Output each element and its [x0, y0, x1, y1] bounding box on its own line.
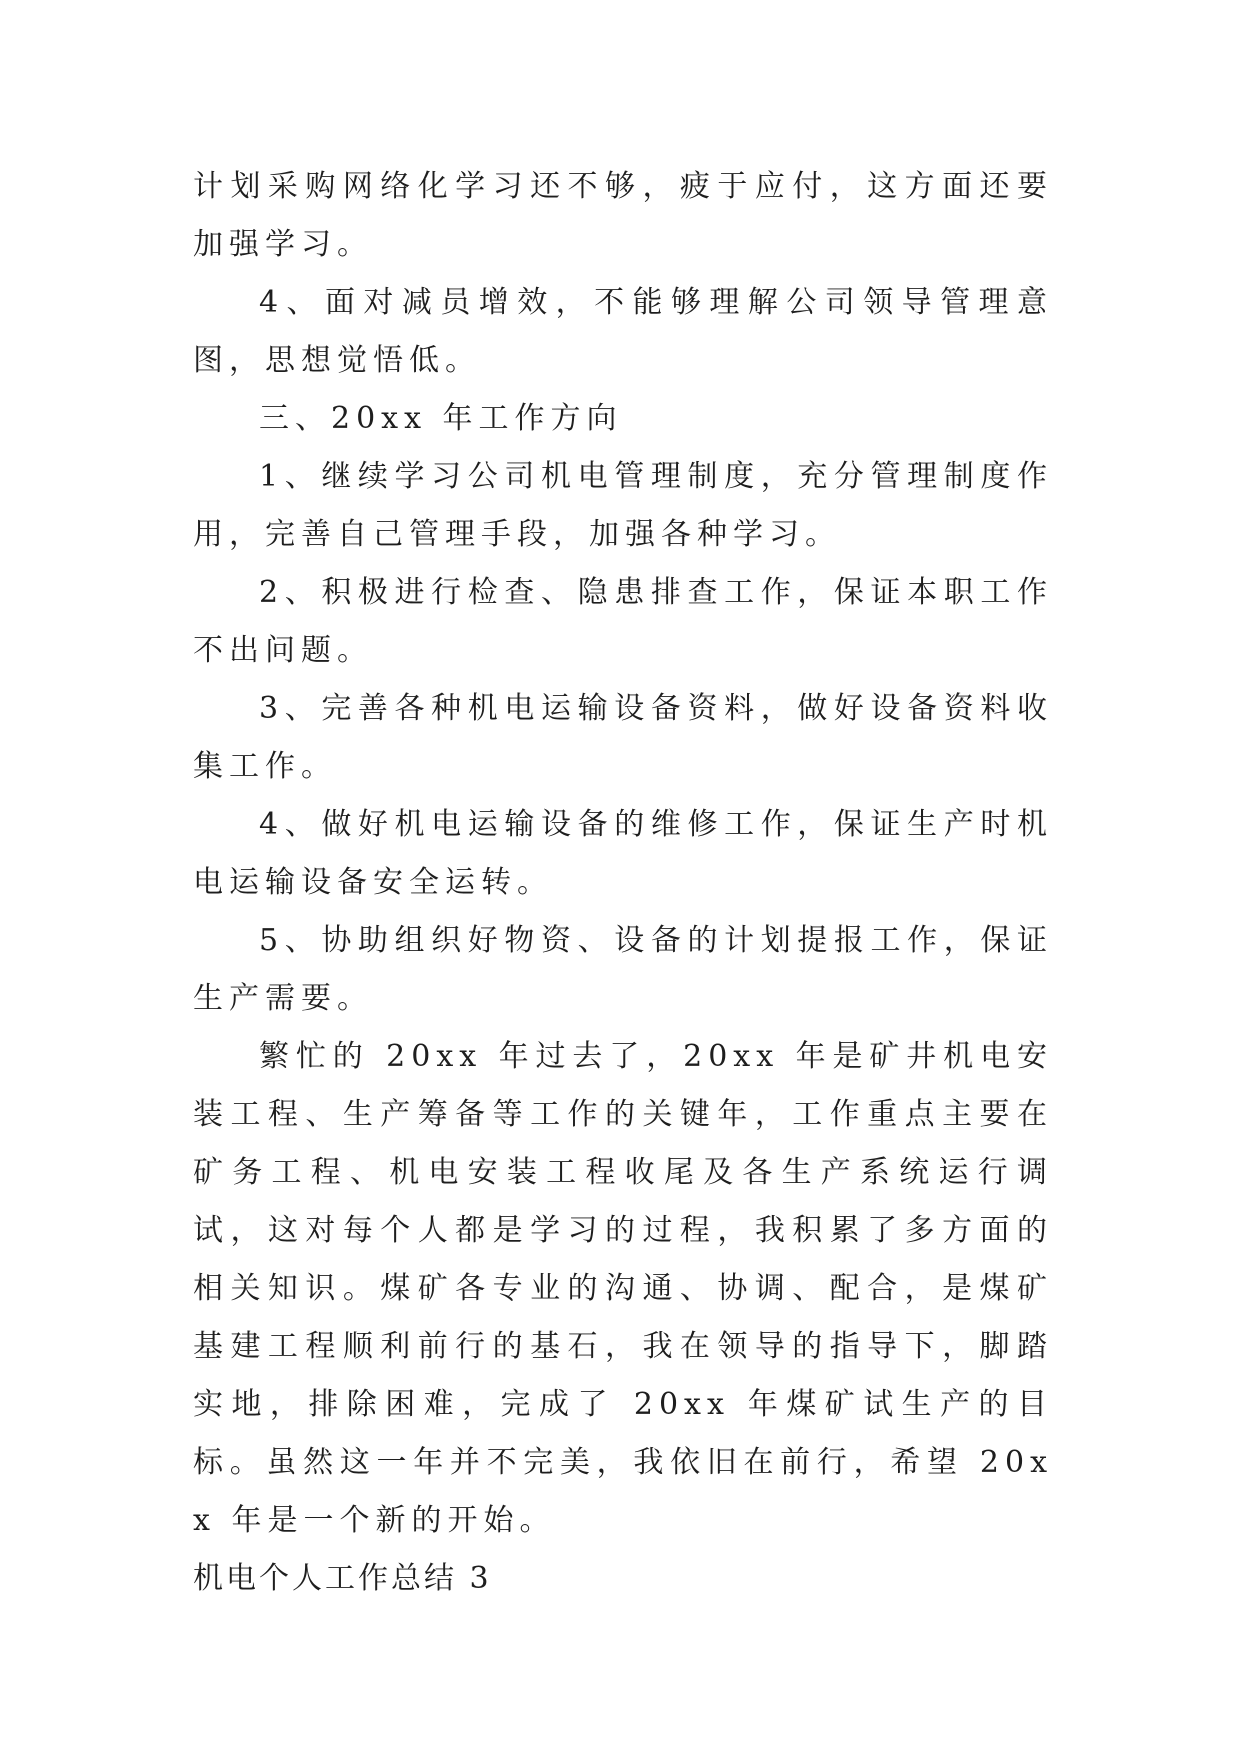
heading-work-direction: 三、20xx 年工作方向 — [259, 401, 623, 436]
paragraph-direction-item-3: 3、完善各种机电运输设备资料，做好设备资料收集工作。 — [193, 691, 1053, 784]
paragraph-procurement-learning: 计划采购网络化学习还不够，疲于应付，这方面还要加强学习。 — [193, 169, 1053, 262]
paragraph-direction-item-5: 5、协助组织好物资、设备的计划提报工作，保证生产需要。 — [193, 923, 1053, 1016]
paragraph-direction-item-2: 2、积极进行检查、隐患排查工作，保证本职工作不出问题。 — [193, 575, 1053, 668]
paragraph-year-summary: 繁忙的 20xx 年过去了，20xx 年是矿井机电安装工程、生产筹备等工作的关键年，工作重点主要在矿务工程、机电安装工程收尾及各生产系统运行调试，这对每个人都是学习的过程，我积累了多方面的相关知识。煤矿各专业的沟通、协调、配合，是煤矿基建工程顺利前行的基石，我在领导的指导下，脚踏实地，排除困难，完成了 20xx 年煤矿试生产的目标。虽然这一年并不完美，我依旧在前行，希望 20xx 年是一个新的开始。 — [193, 1039, 1053, 1538]
document-body — [193, 158, 1053, 1608]
paragraph-item-4-staff-reduction: 4、面对减员增效，不能够理解公司领导管理意图，思想觉悟低。 — [193, 285, 1053, 378]
section-title: 机电个人工作总结 3 — [193, 1561, 492, 1596]
paragraph-direction-item-1: 1、继续学习公司机电管理制度，充分管理制度作用，完善自己管理手段，加强各种学习。 — [193, 459, 1053, 552]
paragraph-direction-item-4: 4、做好机电运输设备的维修工作，保证生产时机电运输设备安全运转。 — [193, 807, 1053, 900]
